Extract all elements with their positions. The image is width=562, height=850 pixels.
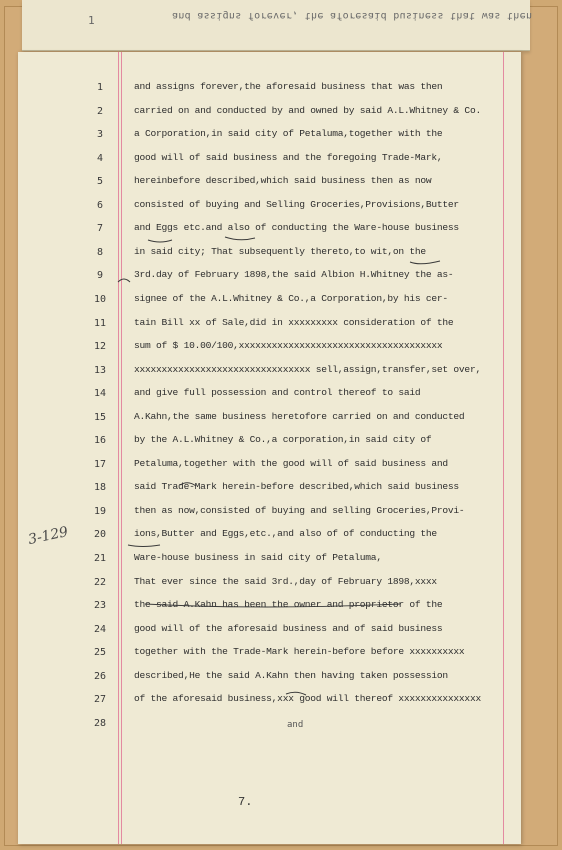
typed-line-text: good will of the aforesaid business and of said business	[134, 622, 443, 634]
typed-line-text: then as now,consisted of buying and selling Groceries,Provi-	[134, 504, 465, 516]
line-number: 8	[96, 246, 104, 258]
line-number: 23	[93, 600, 107, 612]
line-number: 13	[93, 364, 107, 376]
line-number: 4	[96, 152, 104, 164]
typed-line-text: Ware-house business in said city of Petaluma,	[134, 552, 382, 563]
pen-mark-6	[128, 545, 160, 547]
line-number: 5	[96, 176, 104, 188]
line-number: 17	[93, 458, 107, 470]
interlinear-and: and	[287, 720, 304, 730]
typed-line-text: said Trade-Mark herein-before described,which said business	[134, 481, 459, 493]
typed-line-text: and Eggs etc.and also of conducting the Ware-house business	[134, 222, 459, 234]
typed-line-text: of the aforesaid business,xxx good will thereof xxxxxxxxxxxxxxx	[134, 693, 481, 705]
typed-line-text: A.Kahn,the same business heretofore carried on and conducted	[134, 410, 465, 422]
line-number: 27	[93, 694, 107, 706]
line-number: 6	[96, 199, 104, 211]
typed-line-text: tain Bill xx of Sale,did in xxxxxxxxx consideration of the	[134, 316, 454, 328]
line-number: 16	[93, 435, 107, 447]
typed-line-text: a Corporation,in said city of Petaluma,together with the	[134, 128, 443, 140]
pen-mark-4	[118, 279, 130, 282]
typed-line-text: by the A.L.Whitney & Co.,a corporation,in said city of	[134, 434, 432, 446]
typed-line-text: consisted of buying and Selling Groceries,Provisions,Butter	[134, 198, 459, 210]
pen-mark-3	[410, 261, 440, 264]
typed-line-text: described,He the said A.Kahn then having taken possession	[134, 669, 448, 681]
pen-underline-1	[145, 604, 400, 607]
typed-line-text: hereinbefore described,which said business then as now	[134, 175, 432, 187]
margin-pencil-note: 3-129	[26, 523, 70, 549]
line-number: 12	[93, 341, 107, 353]
line-number: 9	[96, 270, 104, 282]
line-number: 18	[93, 482, 107, 494]
typed-line-text: in said city; That subsequently thereto,to wit,on the	[134, 245, 426, 257]
typed-line-text: together with the Trade-Mark herein-before before xxxxxxxxxx	[134, 646, 465, 658]
line-number: 3	[96, 129, 104, 141]
line-number: 2	[96, 105, 104, 117]
typed-line-text: Petaluma,together with the good will of said business and	[134, 457, 448, 469]
line-number: 15	[93, 411, 107, 423]
typed-line-text: 3rd.day of February 1898,the said Albion H.Whitney the as-	[134, 269, 454, 281]
line-number: 19	[93, 505, 107, 517]
line-number: 22	[93, 576, 107, 588]
line-number: 26	[93, 670, 107, 682]
typed-line-text: and give full possession and control thereof to said	[134, 387, 421, 399]
pen-mark-5	[180, 483, 196, 486]
top-flap-line-number: 1	[88, 14, 95, 27]
line-number: 25	[93, 647, 107, 659]
typed-line-text: That ever since the said 3rd.,day of February 1898,xxxx	[134, 575, 437, 587]
top-flap-ghost-text: and assigns forever, the aforesaid business that was then	[172, 10, 533, 21]
pen-mark-1	[148, 240, 172, 242]
pen-mark-7	[286, 692, 306, 695]
typed-line-text: signee of the A.L.Whitney & Co.,a Corporation,by his cer-	[134, 292, 448, 304]
line-number: 11	[93, 317, 107, 329]
typed-line-text: and assigns forever,the aforesaid business that was then	[134, 81, 443, 92]
typed-line-text: ions,Butter and Eggs,etc.,and also of of conducting the	[134, 528, 437, 540]
typed-line-text: sum of $ 10.00/100,xxxxxxxxxxxxxxxxxxxxxxxxxxxxxxxxxxxxx	[134, 340, 443, 352]
line-number: 20	[93, 529, 107, 541]
line-number: 7	[96, 223, 104, 235]
page-number: 7.	[238, 795, 253, 809]
line-number: 10	[93, 293, 107, 305]
typed-line-text: good will of said business and the foregoing Trade-Mark,	[134, 151, 443, 163]
line-number: 24	[93, 623, 107, 635]
typed-line-text: the said A.Kahn has been the owner and proprietor of the	[134, 599, 443, 611]
line-number: 14	[93, 388, 107, 400]
line-number: 28	[93, 717, 107, 729]
typed-line-text: xxxxxxxxxxxxxxxxxxxxxxxxxxxxxxxx sell,assign,transfer,set over,	[134, 363, 481, 375]
line-number: 1	[96, 82, 104, 93]
typed-line-text: carried on and conducted by and owned by said A.L.Whitney & Co.	[134, 104, 481, 116]
line-number: 21	[93, 553, 107, 564]
pen-mark-2	[225, 237, 255, 240]
